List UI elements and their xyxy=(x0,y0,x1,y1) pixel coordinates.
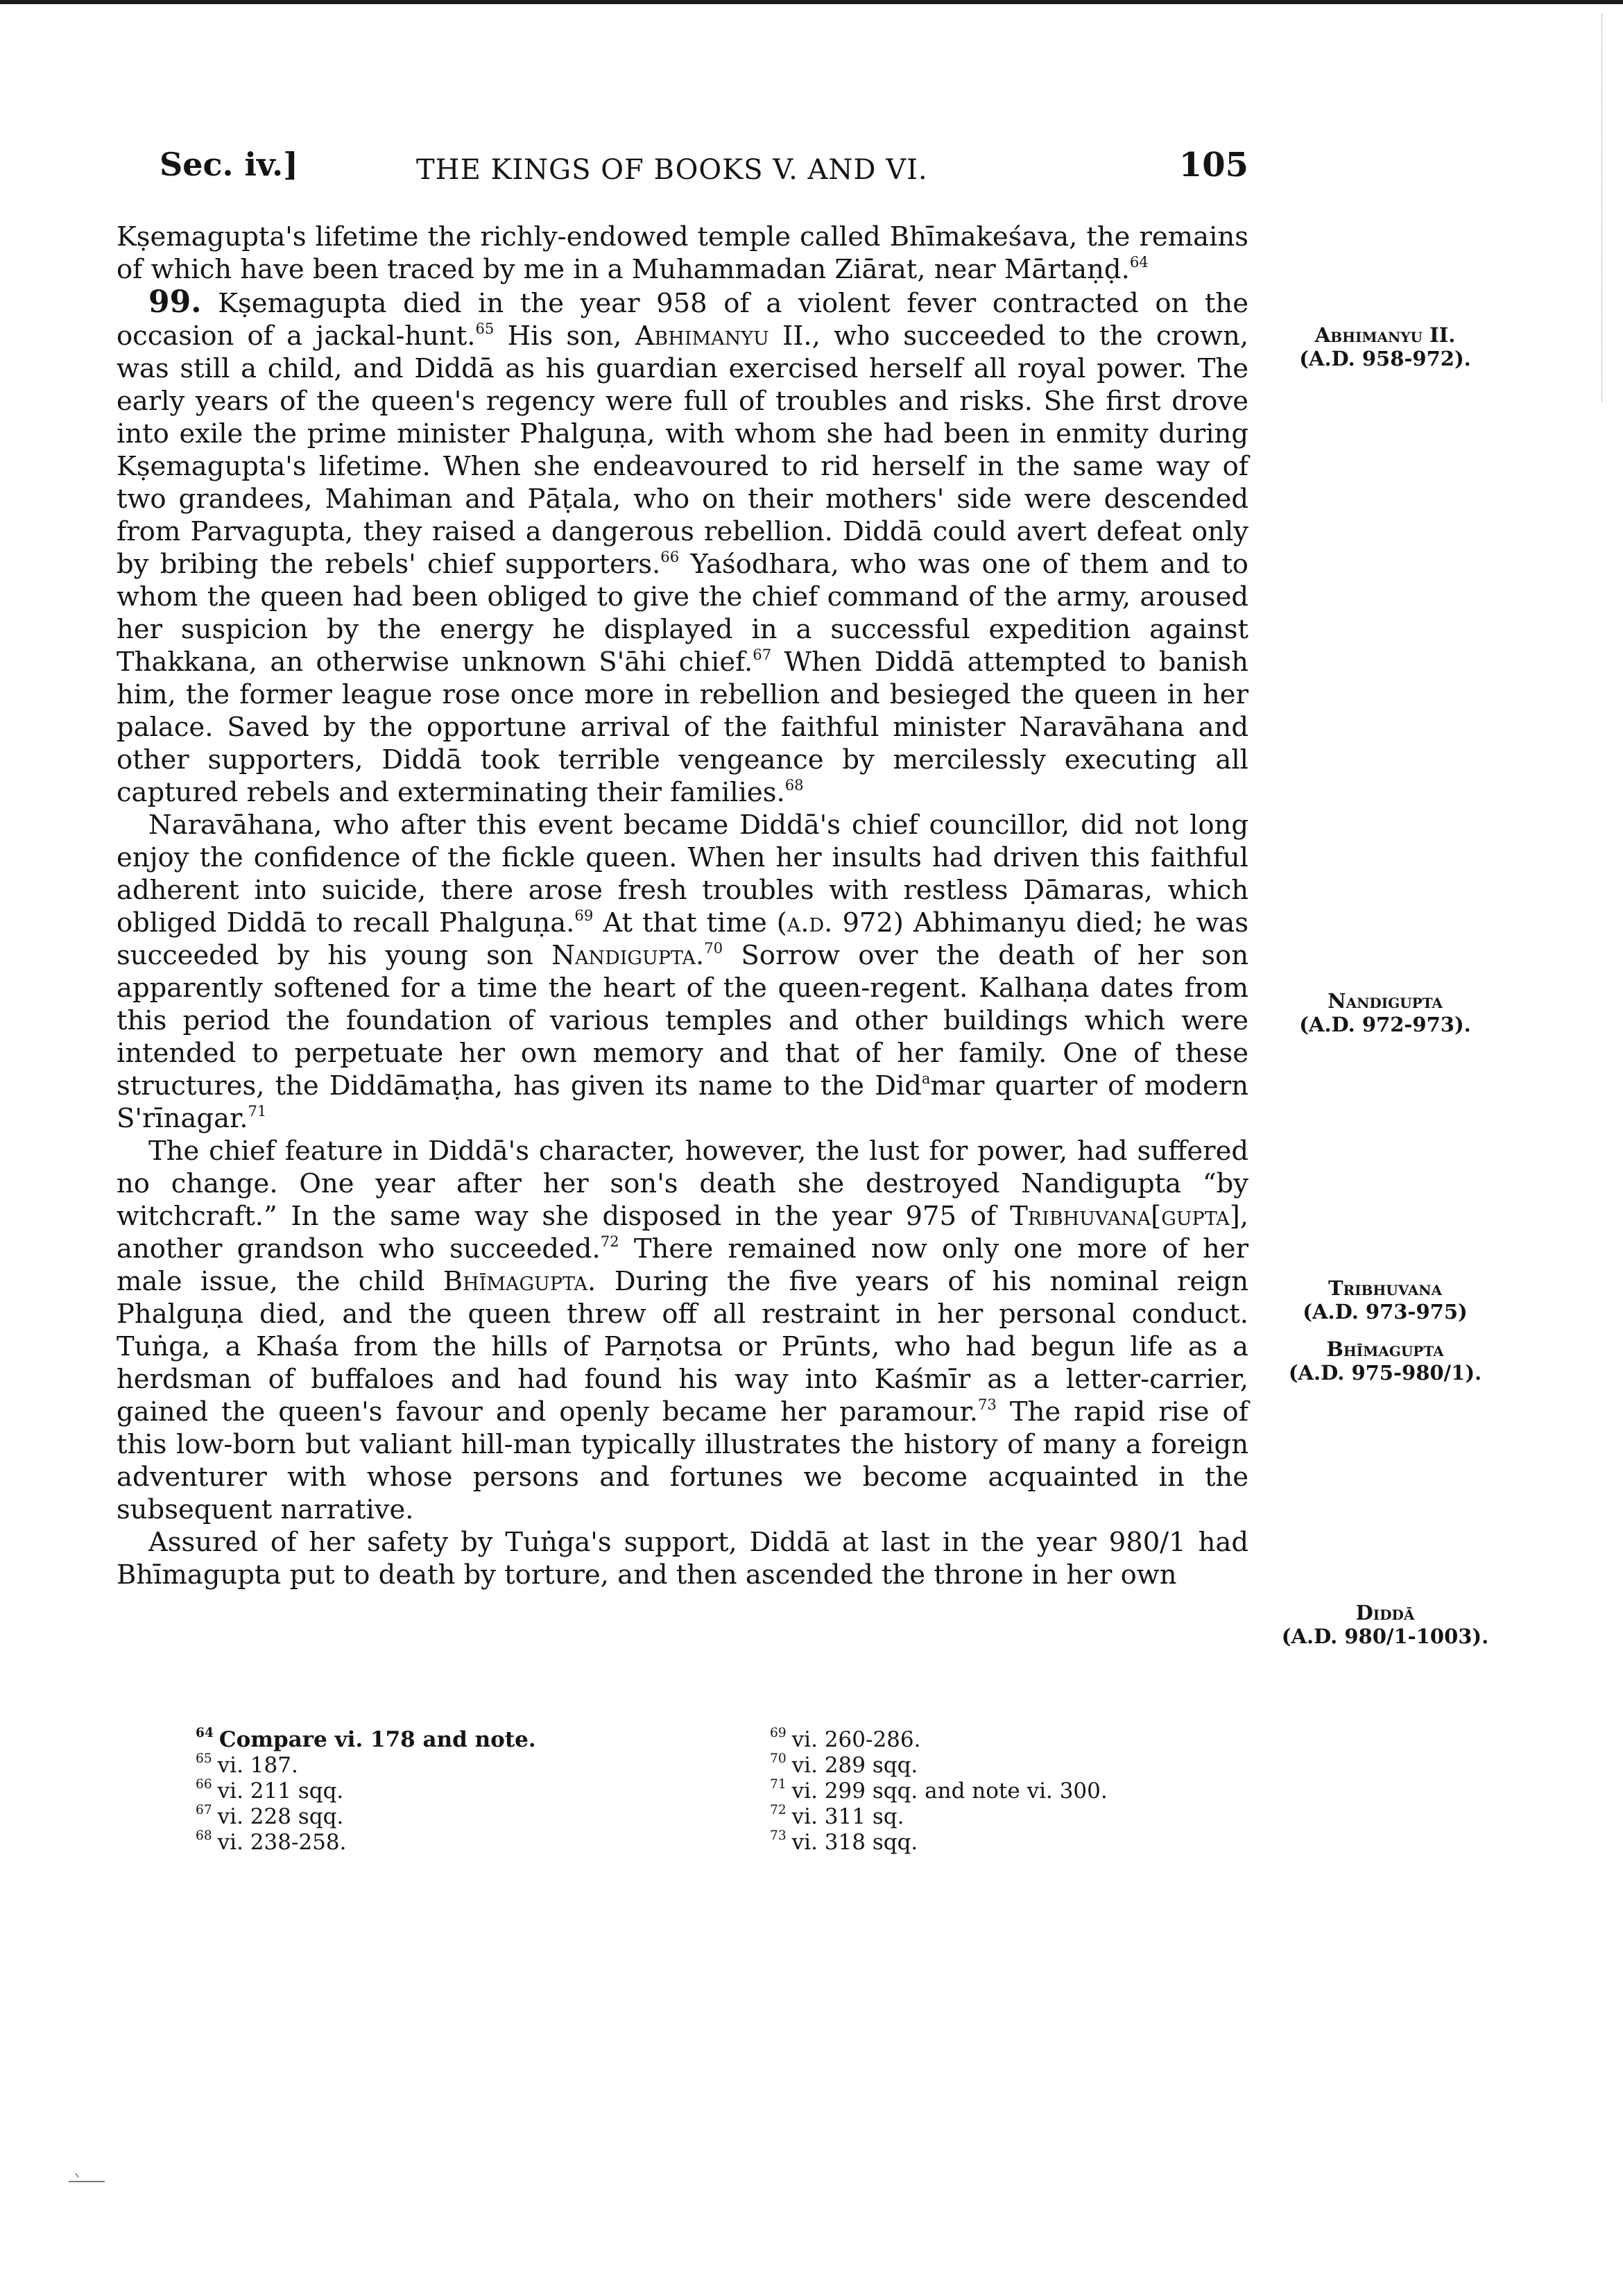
footnote-number: 67 xyxy=(196,1803,212,1818)
text-run: The chief feature in Diddā's character, however, the lust for power, had suffered no change. One year after her son's death she destroyed Nandigupta “by witchcraft.” In the same way she disposed in the year 975 of xyxy=(117,1136,1248,1232)
running-title: THE KINGS OF BOOKS V. AND VI. xyxy=(416,154,928,186)
margin-note-nandigupta xyxy=(1271,989,1500,1036)
king-name: Bhīmagupta xyxy=(443,1266,588,1297)
text-run: Assured of her safety by Tuṅga's support, Diddā at last in the year 980/1 had Bhīmagupta put to death by torture, and then ascended the throne in her own xyxy=(117,1527,1248,1591)
footnote-ref: 66 xyxy=(660,548,680,566)
footnote xyxy=(196,1779,737,1804)
scan-edge-specks xyxy=(1601,14,1604,402)
margin-note-didda xyxy=(1271,1601,1500,1648)
text-run: There remained now only one more of her male issue, the child xyxy=(117,1233,1248,1297)
footnote-text: Compare vi. 178 and note. xyxy=(218,1727,536,1752)
text-run: 972) Abhimanyu died; he was succeeded by his young son xyxy=(117,907,1248,971)
footnote xyxy=(770,1753,1255,1779)
footnote xyxy=(196,1727,737,1753)
section-label: Sec. iv.] xyxy=(160,146,298,183)
king-name: Nandigupta xyxy=(551,940,696,971)
margin-note-date: (A.D. 958-972). xyxy=(1299,347,1471,370)
footnote-text: vi. 211 sqq. xyxy=(217,1779,344,1804)
margin-note-name: Abhimanyu II. xyxy=(1314,323,1456,347)
margin-note-date: (A.D. 972-973). xyxy=(1299,1013,1471,1036)
margin-note-abhimanyu xyxy=(1271,323,1500,370)
paragraph-2 xyxy=(117,286,1248,809)
margin-note-name: Bhīmagupta xyxy=(1326,1337,1444,1361)
footnote-text: vi. 260-286. xyxy=(791,1727,921,1752)
footnote-text: vi. 228 sqq. xyxy=(217,1804,344,1829)
footnote-ref: 68 xyxy=(784,776,804,794)
margin-note-name: Nandigupta xyxy=(1328,989,1443,1013)
footnote-text: vi. 289 sqq. xyxy=(791,1753,918,1778)
text-run: mar quarter of modern S'rīnagar. xyxy=(117,1070,1249,1134)
paragraph-5 xyxy=(117,1526,1248,1591)
footnote-ref: 64 xyxy=(1129,253,1149,271)
superscript-letter: a xyxy=(921,1070,931,1088)
footnote-ref: 65 xyxy=(475,320,495,338)
footnote xyxy=(770,1804,1255,1830)
footnote-ref: 69 xyxy=(574,907,594,925)
section-number: 99. xyxy=(148,284,202,320)
footnotes-right xyxy=(770,1727,1255,1856)
footnote-text: vi. 311 sq. xyxy=(791,1804,904,1829)
footnote-number: 68 xyxy=(196,1828,212,1844)
text-run: . During the five years of his nominal reign Phalguṇa died, and the queen threw off all restraint in her personal conduct. Tuṅga, a Khaśa from the hills of Parṇotsa or Prūnts, who had begun life as a herdsman of buffaloes and had found his way into Kaśmīr as a letter-carrier, gained the queen's favour and openly became her paramour. xyxy=(117,1266,1248,1428)
page-number: 105 xyxy=(1178,146,1248,185)
footnote xyxy=(770,1830,1255,1856)
footnote-ref: 73 xyxy=(977,1396,997,1414)
text-run: When Diddā attempted to banish him, the former league rose once more in rebellion and besieged the queen in her palace. Saved by the opportune arrival of the faithful minister Naravāhana and other supporters, Diddā took terrible vengeance by mercilessly executing all captured rebels and exterminating their families. xyxy=(117,646,1248,808)
paragraph-4 xyxy=(117,1135,1248,1526)
footnote-text: vi. 299 sqq. and note vi. 300. xyxy=(791,1779,1108,1804)
footnotes-left xyxy=(196,1727,737,1856)
margin-note-date: (A.D. 975-980/1). xyxy=(1288,1361,1482,1385)
margin-note-tribhuvana xyxy=(1271,1276,1500,1323)
margin-note-bhimagupta xyxy=(1271,1337,1500,1385)
paragraph-3 xyxy=(117,809,1248,1135)
footnote xyxy=(770,1779,1255,1804)
scan-mark-icon xyxy=(66,2168,108,2188)
margin-note-date: (A.D. 980/1-1003). xyxy=(1281,1625,1489,1648)
margin-note-name: Diddā xyxy=(1355,1601,1415,1625)
text-run: Sorrow over the death of her son apparently softened for a time the heart of the queen-regent. Kalhaṇa dates from this period the foundation of various temples and other buildings which were intended to perpetuate her own memory and that of her family. One of these structures, the Diddāmaṭha, has given its name to the Did xyxy=(117,940,1249,1102)
text-run: Naravāhana, who after this event became Diddā's chief councillor, did not long enjoy the confidence of the fickle queen. When her insults had driven this faithful adherent into suicide, there arose fresh troubles with restless Ḍāmaras, which obliged Diddā to recall Phalguṇa. xyxy=(117,809,1248,939)
margin-note-date: (A.D. 973-975) xyxy=(1303,1300,1468,1323)
footnote-ref: 67 xyxy=(753,646,772,664)
running-header xyxy=(160,146,1248,201)
footnote-number: 70 xyxy=(770,1751,787,1767)
footnote-ref: 71 xyxy=(248,1102,267,1120)
footnote-ref: 72 xyxy=(600,1233,619,1251)
main-text xyxy=(117,221,1248,1591)
footnote-text: vi. 318 sqq. xyxy=(791,1830,918,1855)
text-run: . xyxy=(695,940,705,971)
text-run: , who succeeded to the crown, was still a child, and Diddā as his guardian exercised herself all royal power. The early years of the queen's regency were full of troubles and risks. She first drove into exile the prime minister Phalguṇa, with whom she had been in enmity during Kṣemagupta's lifetime. When she endeavoured to rid herself in the same way of two grandees, Mahiman and Pāṭala, who on their mothers' side were descended from Parvagupta, they raised a dangerous rebellion. Diddā could avert defeat only by bribing the rebels' chief supporters. xyxy=(117,320,1248,580)
text-run: At that time ( xyxy=(593,907,787,939)
footnote-text: vi. 187. xyxy=(217,1753,298,1778)
text-run: The rapid rise of this low-born but valiant hill-man typically illustrates the history of many a foreign adventurer with whose persons and fortunes we become acquainted in the subsequent narrative. xyxy=(117,1396,1248,1525)
text-run: Yaśodhara, who was one of them and to whom the queen had been obliged to give the chief command of the army, aroused her suspicion by the energy he displayed in a successful expedition against Thakkana, an otherwise unknown S'āhi chief. xyxy=(117,549,1248,678)
footnote xyxy=(196,1804,737,1830)
footnote xyxy=(196,1830,737,1856)
footnote xyxy=(770,1727,1255,1753)
king-name: Abhimanyu II. xyxy=(635,320,812,352)
footnote-number: 73 xyxy=(770,1828,787,1844)
text-run: His son, xyxy=(494,320,635,352)
footnote-number: 69 xyxy=(770,1726,787,1741)
era-abbrev: a.d. xyxy=(787,907,833,939)
top-border xyxy=(0,0,1623,4)
footnote-number: 66 xyxy=(196,1777,212,1792)
footnote-number: 71 xyxy=(770,1777,787,1792)
footnote-ref: 70 xyxy=(704,939,723,957)
footnote xyxy=(196,1753,737,1779)
margin-note-name: Tribhuvana xyxy=(1328,1276,1443,1300)
text-run: , another grandson who succeeded. xyxy=(117,1201,1248,1265)
paragraph-1 xyxy=(117,221,1248,286)
footnote-number: 64 xyxy=(196,1726,214,1741)
footnote-number: 65 xyxy=(196,1751,212,1767)
footnote-number: 72 xyxy=(770,1803,787,1818)
text-run: Kṣemagupta's lifetime the richly-endowed temple called Bhīmakeśava, the remains of which have been traced by me in a Muhammadan Ziārat, near Mārtaṇḍ. xyxy=(117,221,1248,285)
king-name: Tribhuvana[gupta] xyxy=(1010,1201,1240,1232)
footnote-text: vi. 238-258. xyxy=(217,1830,347,1855)
text-run: Kṣemagupta died in the year 958 of a violent fever contracted on the occasion of a jackal-hunt. xyxy=(117,288,1248,352)
